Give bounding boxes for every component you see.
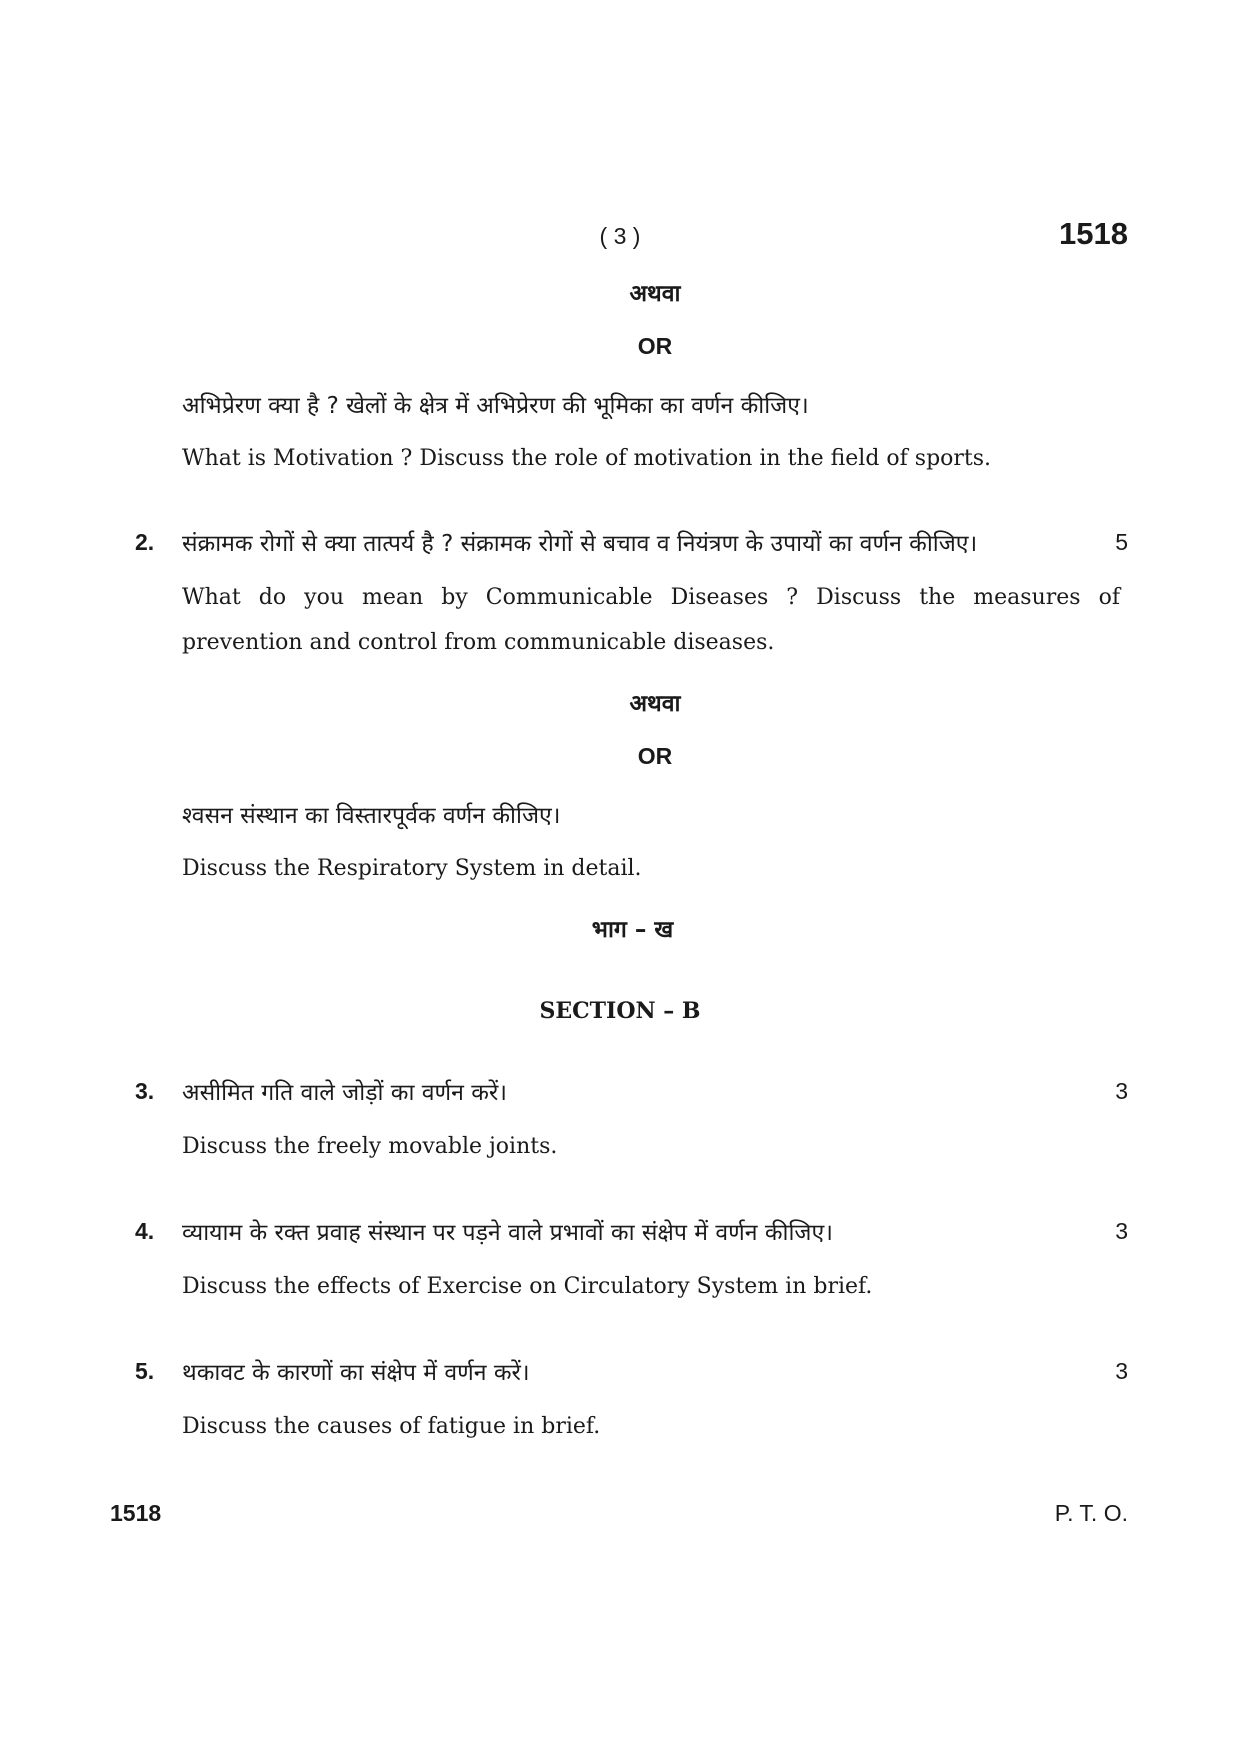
section-b-hindi: भाग – ख [591,917,674,943]
q3-hindi: असीमित गति वाले जोड़ों का वर्णन करें। [182,1080,507,1106]
q4-english: Discuss the effects of Exercise on Circulatory System in brief. [182,1274,873,1299]
q5-english: Discuss the causes of fatigue in brief. [182,1414,601,1439]
page-number: ( 3 ) [599,223,641,249]
q3-marks: 3 [1115,1078,1128,1104]
or-english-2: OR [637,743,673,769]
q3-number: 3. [135,1078,155,1104]
q2-alt-english: Discuss the Respiratory System in detail. [182,856,642,881]
q1-alt-english: What is Motivation ? Discuss the role of motivation in the field of sports. [182,446,992,471]
header-paper-code: 1518 [1059,216,1128,251]
q2-english-line1: What do you mean by Communicable Diseases ? Discuss the measures of [182,585,1120,610]
pto-label: P. T. O. [1054,1500,1128,1526]
q4-number: 4. [135,1218,155,1244]
q2-english-line2: prevention and control from communicable diseases. [182,630,775,655]
or-english-1: OR [637,333,673,359]
q4-hindi: व्यायाम के रक्त प्रवाह संस्थान पर पड़ने वाले प्रभावों का संक्षेप में वर्णन कीजिए। [182,1220,833,1246]
q5-hindi: थकावट के कारणों का संक्षेप में वर्णन करें। [182,1360,530,1386]
footer-paper-code: 1518 [110,1500,162,1526]
q2-alt-hindi: श्वसन संस्थान का विस्तारपूर्वक वर्णन कीजिए। [182,803,561,829]
q3-english: Discuss the freely movable joints. [182,1134,558,1159]
q2-marks: 5 [1115,529,1128,555]
q1-alt-hindi: अभिप्रेरण क्या है ? खेलों के क्षेत्र में अभिप्रेरण की भूमिका का वर्णन कीजिए। [182,393,809,419]
or-hindi-2: अथवा [629,691,681,717]
or-hindi-1: अथवा [629,281,681,307]
q4-marks: 3 [1115,1218,1128,1244]
q2-number: 2. [135,529,155,555]
section-b-english: SECTION – B [539,998,701,1024]
q2-hindi: संक्रामक रोगों से क्या तात्पर्य है ? संक्रामक रोगों से बचाव व नियंत्रण के उपायों का वर्णन कीजिए। [182,531,978,557]
q5-number: 5. [135,1358,155,1384]
q5-marks: 3 [1115,1358,1128,1384]
